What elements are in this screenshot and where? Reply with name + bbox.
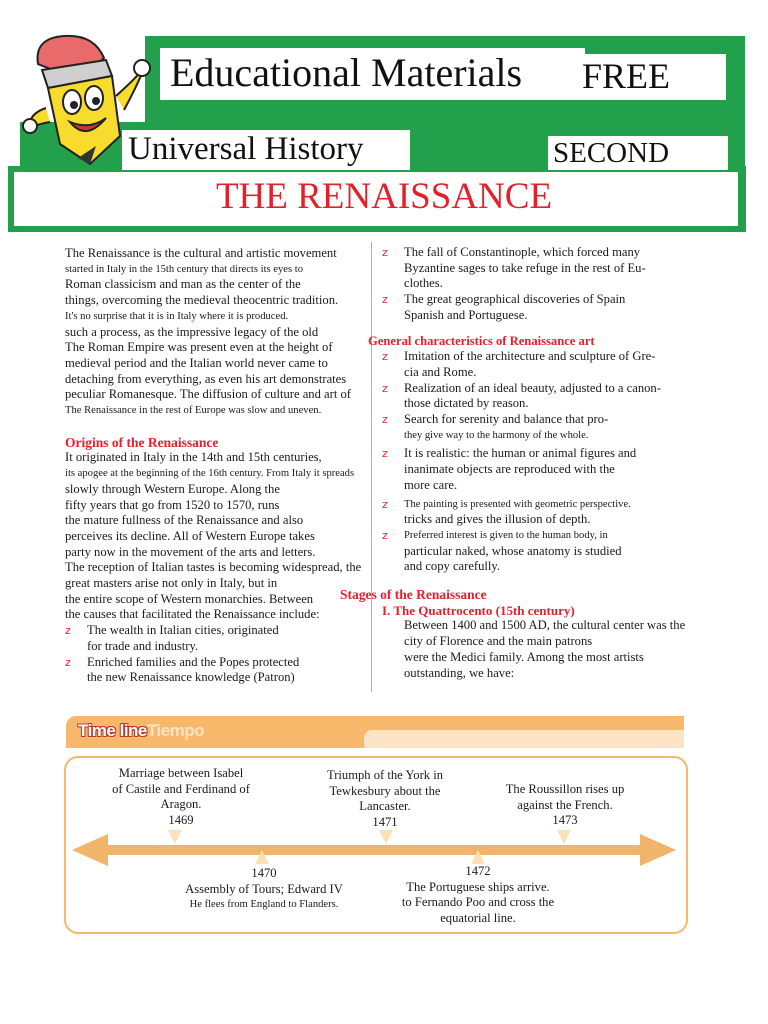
timeline-bar	[104, 845, 644, 855]
general-heading: General characteristics of Renaissance art	[368, 333, 595, 348]
intro-line: It's no surprise that it is in Italy where it is produced.	[65, 310, 289, 322]
bullet-line: clothes.	[404, 276, 443, 291]
origins-line: the entire scope of Western monarchies. Between	[65, 591, 314, 606]
bullet-line: cia and Rome.	[404, 364, 477, 379]
event-line: Lancaster.	[359, 799, 411, 813]
event-line: Aragon.	[160, 797, 202, 811]
event-line: against the French.	[517, 797, 613, 812]
intro-line: detaching from everything, as even his art demonstrates	[65, 371, 347, 386]
bullet-line: It is realistic: the human or animal figures and	[404, 446, 637, 461]
bullet-z-icon: z	[382, 447, 388, 461]
marker-1473	[557, 830, 571, 844]
origins-line: The reception of Italian tastes is becoming widespread, the	[65, 560, 362, 575]
origins-line: fifty years that go from 1520 to 1570, runs	[65, 497, 280, 512]
event-line: Marriage between Isabel	[118, 766, 244, 780]
timeline-title-ghost: Tiempo	[146, 721, 205, 740]
bullet-line: Search for serenity and balance that pro-	[404, 412, 609, 427]
bullet-line: they give way to the harmony of the whole.	[404, 429, 589, 441]
bullet-z-icon: z	[382, 381, 388, 395]
bullet-line: particular naked, whose anatomy is studied	[404, 543, 622, 558]
grade-label: SECOND	[553, 137, 670, 169]
marker-1469	[168, 830, 182, 844]
bullet-z-icon: z	[65, 624, 71, 638]
bullet-z-icon: z	[382, 497, 388, 511]
event-line: Assembly of Tours; Edward IV	[185, 881, 343, 896]
bullet-line: Imitation of the architecture and sculpture of Gre-	[404, 349, 656, 364]
subject-label: Universal History	[128, 131, 364, 167]
stage-heading: I. The Quattrocento (15th century)	[382, 602, 575, 618]
event-line: The Portuguese ships arrive.	[406, 879, 550, 894]
bullet-z-icon: z	[382, 528, 388, 542]
topic-heading: THE RENAISSANCE	[215, 176, 553, 217]
timeline-event-1470	[164, 866, 364, 913]
bullet-line: The wealth in Italian cities, originated	[87, 623, 279, 638]
event-line: He flees from England to Flanders.	[189, 899, 339, 910]
origins-line: the causes that facilitated the Renaissance include:	[65, 607, 320, 622]
event-year: 1472	[465, 864, 491, 878]
price-label: FREE	[582, 56, 671, 96]
bullet-line: inanimate objects are reproduced with the	[404, 462, 615, 477]
page-title: Educational Materials	[170, 50, 523, 95]
bullet-line: those dictated by reason.	[404, 396, 529, 411]
stage-line: outstanding, we have:	[404, 665, 515, 680]
event-line: Tewkesbury about the	[329, 783, 441, 798]
bullet-line: tricks and gives the illusion of depth.	[404, 512, 591, 527]
bullet-line: The painting is presented with geometric perspective.	[404, 498, 631, 510]
event-year: 1469	[168, 812, 194, 827]
event-line: of Castile and Ferdinand of	[112, 781, 250, 796]
marker-1471	[379, 830, 393, 844]
origins-line: slowly through Western Europe. Along the	[65, 481, 280, 496]
stage-line: were the Medici family. Among the most artists	[404, 649, 644, 664]
bullet-z-icon: z	[382, 246, 388, 259]
bullet-line: The great geographical discoveries of Spain	[404, 292, 626, 307]
bullet-line: Spanish and Portuguese.	[404, 307, 528, 322]
intro-line: peculiar Romanesque. The diffusion of culture and art of	[65, 387, 351, 402]
event-year: 1473	[552, 813, 578, 827]
timeline-event-1472	[388, 864, 568, 926]
bullet-z-icon: z	[382, 413, 388, 427]
intro-line: Roman classicism and man as the center of the	[65, 277, 301, 292]
origins-line: the mature fullness of the Renaissance and also	[65, 513, 304, 528]
stage-line: Between 1400 and 1500 AD, the cultural center was the	[404, 618, 686, 633]
origins-line: perceives its decline. All of Western Europe takes	[65, 528, 315, 543]
bullet-z-icon: z	[65, 655, 71, 669]
event-year: 1470	[251, 866, 277, 880]
bullet-line: Enriched families and the Popes protected	[87, 654, 300, 669]
intro-line: started in Italy in the 15th century that directs its eyes to	[65, 263, 304, 275]
origins-line: It originated in Italy in the 14th and 15th centuries,	[65, 450, 322, 465]
bullet-line: Realization of an ideal beauty, adjusted to a canon-	[404, 380, 661, 395]
timeline-title-text: Time line	[78, 721, 147, 740]
stages-heading: Stages of the Renaissance	[340, 587, 487, 603]
origins-line: party now in the movement of the arts and letters.	[65, 544, 316, 559]
timeline-arrow-right-icon	[640, 834, 676, 866]
event-line: to Fernando Poo and cross the	[401, 895, 555, 909]
bullet-line: The fall of Constantinople, which forced many	[404, 245, 641, 259]
bullet-line: and copy carefully.	[404, 559, 501, 574]
bullet-line: the new Renaissance knowledge (Patron)	[87, 670, 295, 685]
timeline-arrow-left-icon	[72, 834, 108, 866]
event-line: equatorial line.	[440, 910, 516, 925]
timeline-event-1473	[490, 782, 640, 829]
timeline-event-1469	[96, 766, 266, 828]
intro-line: medieval period and the Italian world never came to	[65, 355, 328, 370]
bullet-line: for trade and industry.	[87, 638, 199, 653]
intro-line: The Renaissance is the cultural and artistic movement	[65, 246, 337, 260]
bullet-line: more care.	[404, 477, 458, 492]
event-year: 1471	[372, 814, 398, 829]
event-line: Triumph of the York in	[326, 768, 444, 782]
bullet-z-icon: z	[382, 350, 388, 364]
bullet-line: Preferred interest is given to the human body, in	[404, 529, 608, 541]
intro-line: The Roman Empire was present even at the height of	[65, 340, 333, 355]
bullet-line: Byzantine sages to take refuge in the rest of Eu-	[404, 260, 646, 275]
intro-line: things, overcoming the medieval theocentric tradition.	[65, 293, 339, 308]
intro-line: such a process, as the impressive legacy of the old	[65, 324, 319, 339]
intro-line: The Renaissance in the rest of Europe was slow and uneven.	[65, 405, 322, 417]
origins-line: great masters arise not only in Italy, but in	[65, 576, 278, 591]
stage-line: city of Florence and the main patrons	[404, 634, 593, 649]
timeline-event-1471	[310, 768, 460, 830]
event-line: The Roussillon rises up	[505, 782, 625, 796]
origins-line: its apogee at the beginning of the 16th century. From Italy it spreads	[65, 468, 355, 480]
bullet-z-icon: z	[382, 293, 388, 307]
origins-heading: Origins of the Renaissance	[65, 434, 219, 450]
